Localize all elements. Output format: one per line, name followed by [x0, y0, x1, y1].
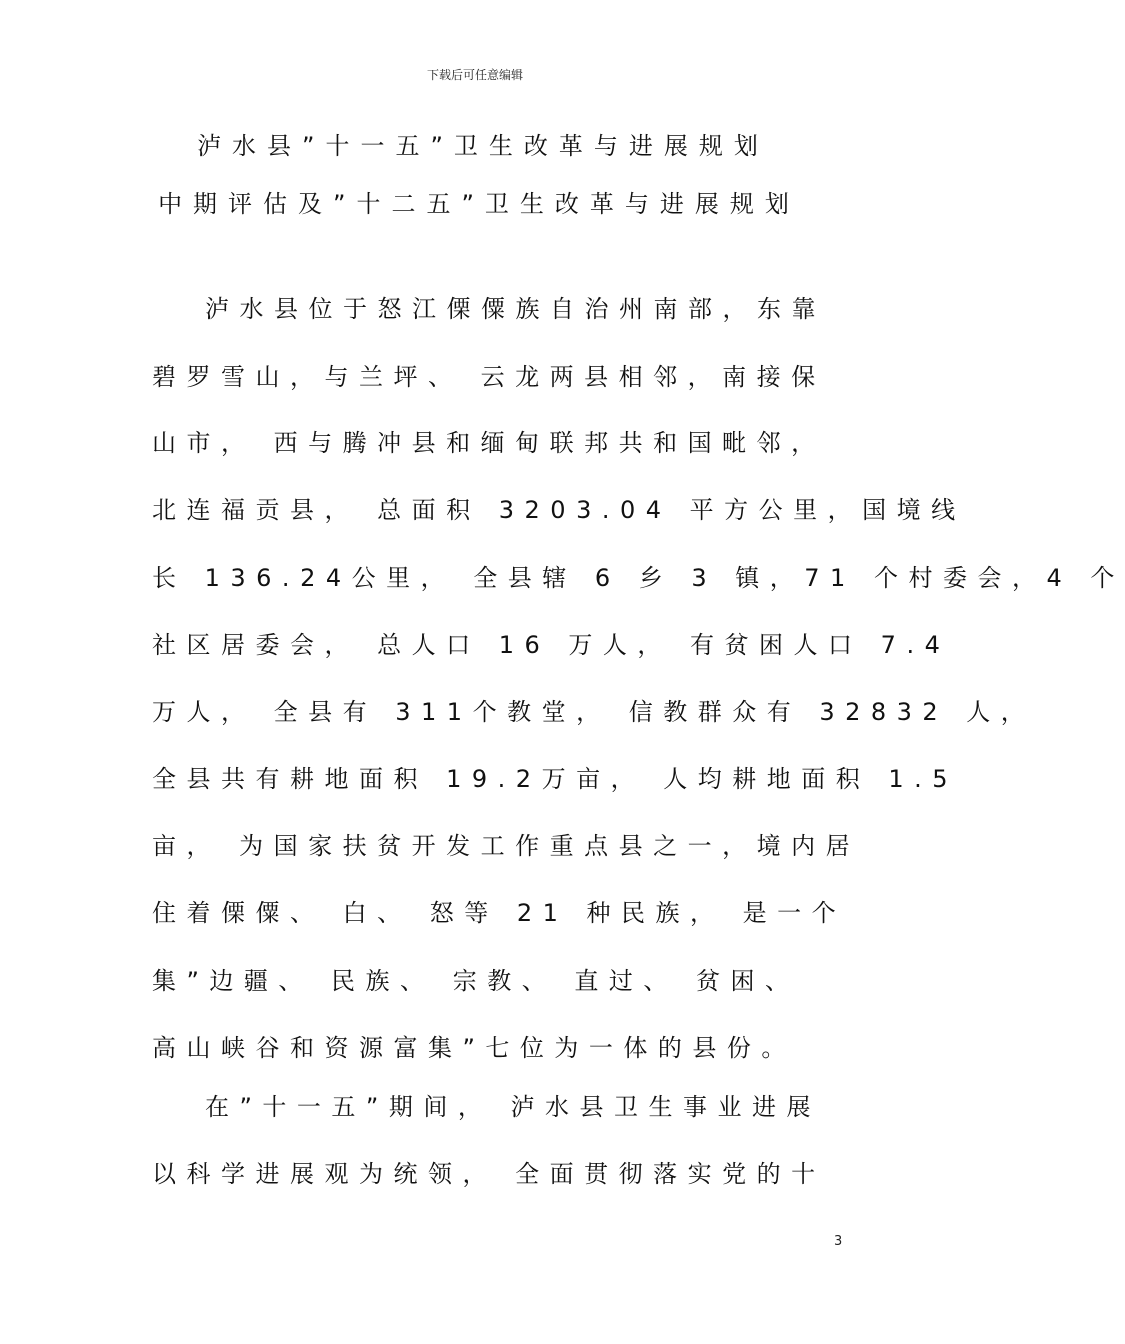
document-title-line-2: 中期评估及”十二五”卫生改革与进展规划	[158, 190, 800, 218]
paragraph-line: 万人， 全县有 311个教堂， 信教群众有 32832 人，	[152, 698, 1036, 726]
paragraph-line: 北连福贡县， 总面积 3203.04 平方公里，国境线	[152, 496, 966, 524]
paragraph-line: 全县共有耕地面积 19.2万亩， 人均耕地面积 1.5	[152, 765, 958, 793]
paragraph-line: 住着傈僳、 白、 怒等 21 种民族， 是一个	[152, 899, 847, 927]
paragraph-line: 亩， 为国家扶贫开发工作重点县之一，境内居	[152, 832, 861, 860]
paragraph-line: 集”边疆、 民族、 宗教、 直过、 贫困、	[152, 967, 800, 995]
paragraph-line: 碧罗雪山，与兰坪、 云龙两县相邻，南接保	[152, 363, 826, 391]
document-title-line-1: 泸水县”十一五”卫生改革与进展规划	[197, 132, 769, 160]
header-note: 下载后可任意编辑	[426, 68, 523, 82]
paragraph-line: 以科学进展观为统领， 全面贯彻落实党的十	[152, 1160, 826, 1188]
paragraph-line: 社区居委会， 总人口 16 万人， 有贫困人口 7.4	[152, 631, 951, 659]
paragraph-line: 长 136.24公里， 全县辖 6 乡 3 镇，71 个村委会，4 个	[152, 564, 1125, 592]
paragraph-line: 泸水县位于怒江傈僳族自治州南部，东靠	[205, 295, 826, 323]
paragraph-line: 高山峡谷和资源富集”七位为一体的县份。	[152, 1034, 796, 1062]
page-number: 3	[834, 1234, 843, 1249]
paragraph-line: 在”十一五”期间， 泸水县卫生事业进展	[205, 1093, 821, 1121]
paragraph-line: 山市， 西与腾冲县和缅甸联邦共和国毗邻，	[152, 429, 826, 457]
